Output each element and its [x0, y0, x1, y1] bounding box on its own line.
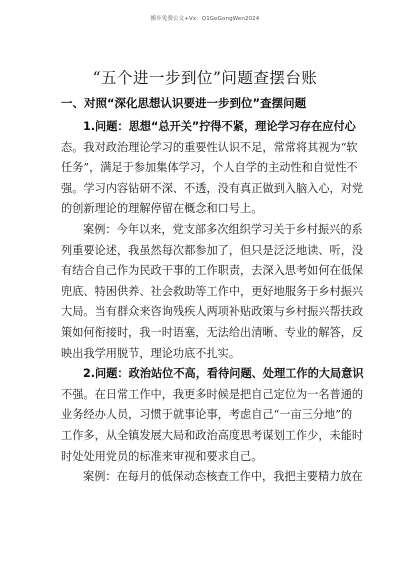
issue-heading-line: 2.问题：政治站位不高，看待问题、处理工作的大局意识: [83, 367, 364, 381]
body-text-line: 有结合自己作为民政干事的工作职责，去深入思考如何在低保: [61, 264, 364, 278]
body-text-line: 业务经办人员，习惯于就事论事，考虑自己“一亩三分地”的: [61, 408, 353, 422]
document-body: [61, 117, 366, 488]
section-heading: 一、对照“深化思想认识要进一步到位”查摆问题: [61, 96, 307, 110]
body-text-line: 映出我学用脱节，理论功底不扎实。: [61, 346, 241, 360]
body-text-line: 大局。当有群众来咨询残疾人两项补贴政策与乡村振兴帮扶政: [61, 305, 364, 319]
document-title: “五个进一步到位”问题查摆台账: [92, 69, 318, 87]
body-text-line: 策如何衔接时，我一时语塞，无法给出清晰、专业的解答，反: [61, 325, 364, 339]
body-paragraph: [61, 220, 366, 364]
body-text-line: 强。学习内容钻研不深、不透，没有真正做到入脑入心，对党: [61, 181, 364, 195]
body-text-line: 兜底、特困供养、社会救助等工作中，更好地服务于乡村振兴: [61, 284, 364, 298]
body-text-line: 案例：今年以来，党支部多次组织学习关于乡村振兴的系: [83, 222, 363, 236]
body-text-line: 时处处用党员的标准来审视和要求自己。: [61, 449, 263, 463]
issue-heading-line: 1.问题：思想“总开关”拧得不紧，理论学习存在应付心: [83, 120, 356, 133]
body-paragraph: [61, 467, 366, 488]
header-watermark-note: 搬步免费公文+Vx：Q1GeGongWen2024: [150, 16, 260, 22]
body-text-line: 列重要论述，我虽然每次都参加了，但只是泛泛地读、听，没: [61, 243, 364, 257]
body-text-line: 案例：在每月的低保动态核查工作中，我把主要精力放在: [83, 470, 363, 484]
body-text-line: 任务”，满足于参加集体学习，个人自学的主动性和自觉性不: [61, 161, 358, 175]
body-text-line: 的创新理论的理解停留在概念和口号上。: [61, 202, 263, 216]
body-paragraph: [61, 117, 366, 220]
body-text-line: 不强。在日常工作中，我更多时候是把自己定位为一名普通的: [61, 387, 364, 401]
body-text-line: 工作多，从全镇发展大局和政治高度思考谋划工作少，未能时: [61, 428, 364, 442]
body-text-line: 态。我对政治理论学习的重要性认识不足，常常将其视为“软: [61, 140, 358, 154]
body-paragraph: [61, 364, 366, 467]
